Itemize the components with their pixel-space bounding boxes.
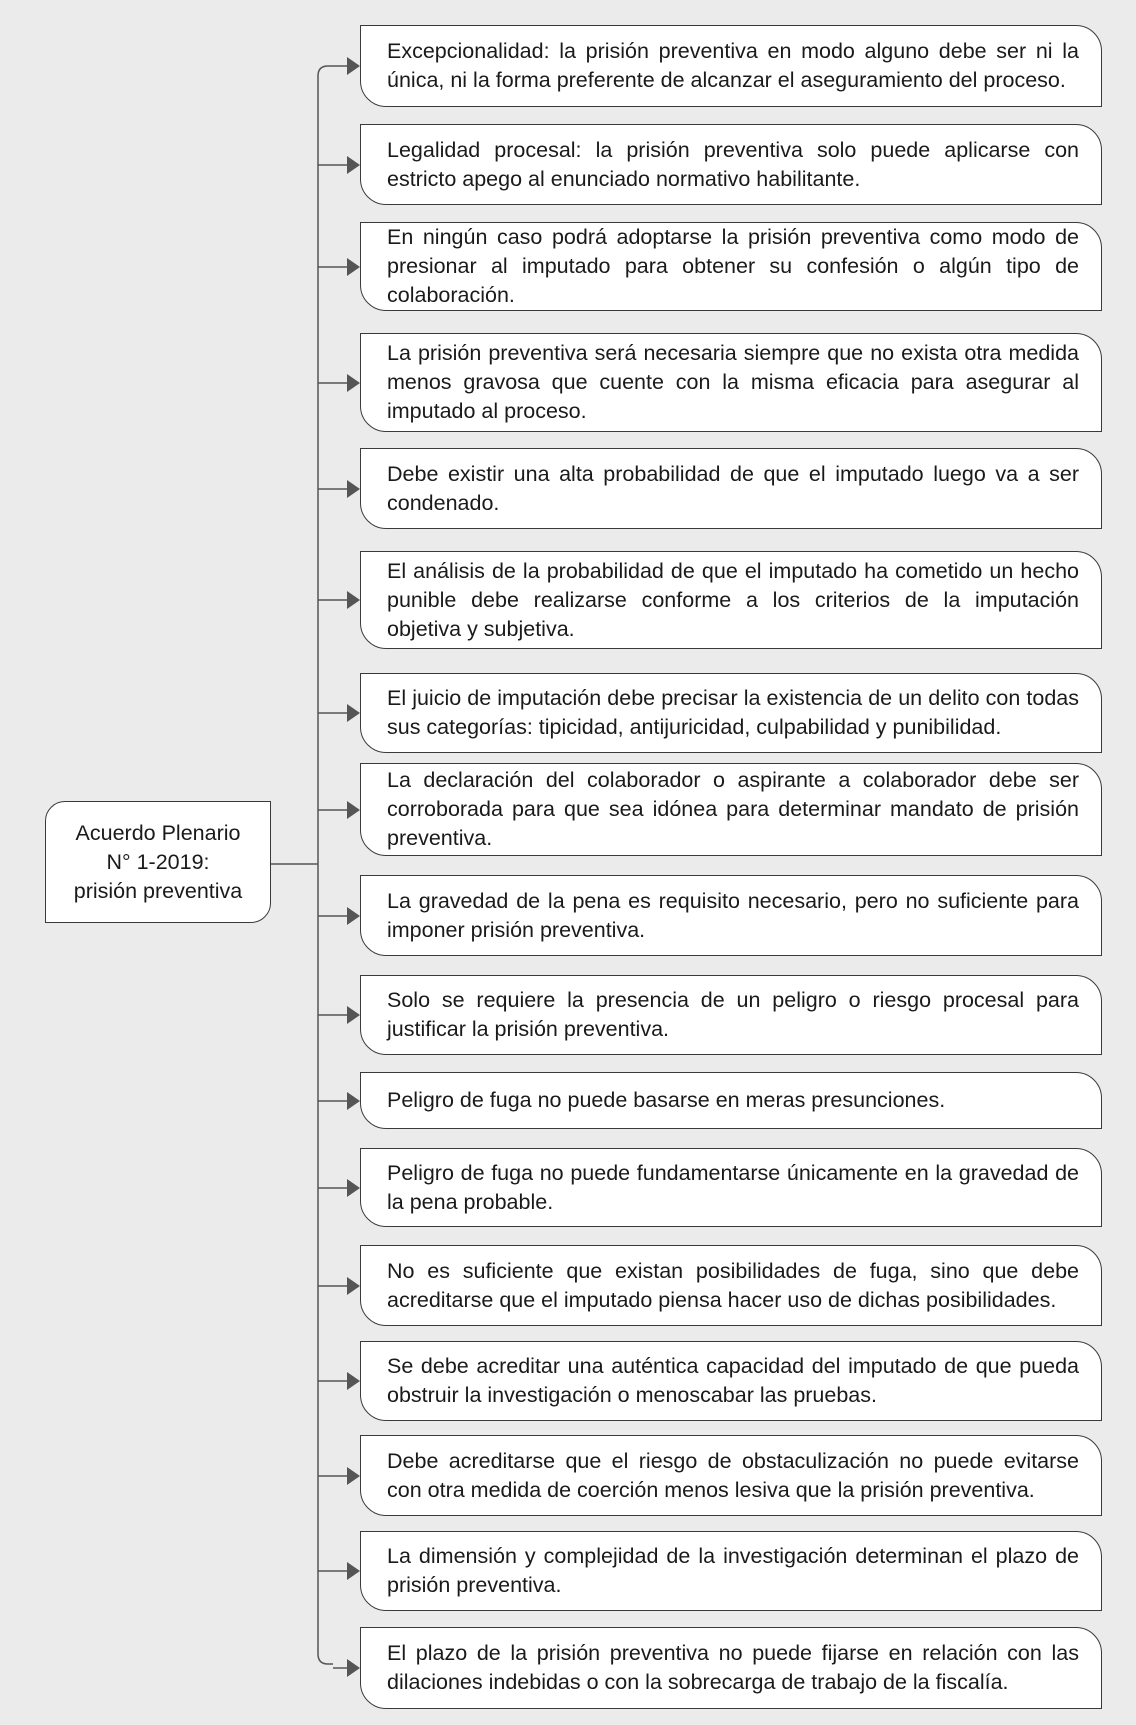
- leaf-node: [360, 25, 1102, 107]
- arrow-icon: [347, 156, 360, 174]
- leaf-text: La declaración del colaborador o aspirante a colaborador debe ser corroborada para que sea idónea para determinar mandato de prisión preventiva.: [387, 768, 1079, 850]
- arrow-icon: [347, 591, 360, 609]
- leaf-node: [360, 222, 1102, 311]
- leaf-text: Debe existir una alta probabilidad de que el imputado luego va a ser condenado.: [387, 461, 1079, 515]
- leaf-node: [360, 1435, 1102, 1516]
- leaf-node: [360, 1245, 1102, 1326]
- leaf-node: [360, 124, 1102, 205]
- arrow-icon: [347, 907, 360, 925]
- leaf-node: [360, 333, 1102, 432]
- arrow-icon: [347, 704, 360, 722]
- leaf-text: La prisión preventiva será necesaria siempre que no exista otra medida menos gravosa que cuente con la misma eficacia para asegurar al imputado al proceso.: [387, 341, 1079, 423]
- leaf-node: [360, 551, 1102, 649]
- arrow-icon: [347, 1006, 360, 1024]
- leaf-text: Debe acreditarse que el riesgo de obstaculización no puede evitarse con otra medida de coerción menos lesiva que la prisión preventiva.: [387, 1448, 1079, 1502]
- leaf-text: Solo se requiere la presencia de un peligro o riesgo procesal para justificar la prisión preventiva.: [387, 988, 1079, 1041]
- leaf-node: [360, 975, 1102, 1055]
- spine-line: [318, 66, 333, 1664]
- leaf-text: Peligro de fuga no puede basarse en meras presunciones.: [387, 1088, 946, 1112]
- arrow-icon: [347, 1277, 360, 1295]
- root-line-3: prisión preventiva: [73, 878, 243, 903]
- leaf-text: Peligro de fuga no puede fundamentarse únicamente en la gravedad de la pena probable.: [387, 1160, 1079, 1214]
- leaf-node: [360, 1072, 1102, 1129]
- leaf-text: La dimensión y complejidad de la investigación determinan el plazo de prisión preventiva.: [387, 1544, 1079, 1597]
- leaf-text: Excepcionalidad: la prisión preventiva en modo alguno debe ser ni la única, ni la forma preferente de alcanzar el aseguramiento del proceso.: [387, 39, 1079, 92]
- leaf-node: [360, 1341, 1102, 1421]
- leaf-node: [360, 1627, 1102, 1709]
- root-line-1: Acuerdo Plenario: [75, 820, 241, 845]
- arrow-icon: [347, 57, 360, 75]
- arrow-icon: [347, 258, 360, 276]
- leaf-text: En ningún caso podrá adoptarse la prisión preventiva como modo de presionar al imputado para obtener su confesión o algún tipo de colaboración.: [387, 225, 1079, 307]
- leaf-text: Legalidad procesal: la prisión preventiva solo puede aplicarse con estricto apego al enunciado normativo habilitante.: [387, 137, 1079, 191]
- arrow-icon: [347, 374, 360, 392]
- leaf-text: La gravedad de la pena es requisito necesario, pero no suficiente para imponer prisión preventiva.: [387, 888, 1079, 942]
- leaf-text: El análisis de la probabilidad de que el imputado ha cometido un hecho punible debe realizarse conforme a los criterios de la imputación objetiva y subjetiva.: [387, 558, 1079, 641]
- leaf-text: No es suficiente que existan posibilidades de fuga, sino que debe acreditarse que el imputado piensa hacer uso de dichas posibilidades.: [387, 1258, 1079, 1312]
- arrow-icon: [347, 480, 360, 498]
- leaf-node: [360, 1148, 1102, 1227]
- root-node: [45, 801, 271, 923]
- arrow-icon: [347, 1467, 360, 1485]
- leaf-node: [360, 448, 1102, 529]
- leaf-node: [360, 763, 1102, 856]
- arrow-icon: [347, 1562, 360, 1580]
- branch-group: [318, 57, 360, 1677]
- leaf-text: El juicio de imputación debe precisar la existencia de un delito con todas sus categorías: tipicidad, antijuricidad, culpabilidad y punibilidad.: [387, 686, 1079, 739]
- root-line-2: N° 1-2019:: [106, 849, 210, 874]
- arrow-icon: [347, 801, 360, 819]
- leaf-node: [360, 673, 1102, 753]
- leaf-text: El plazo de la prisión preventiva no puede fijarse en relación con las dilaciones indebidas o con la sobrecarga de trabajo de la fiscalía.: [387, 1641, 1079, 1694]
- arrow-icon: [347, 1092, 360, 1110]
- leaf-node: [360, 1531, 1102, 1611]
- leaf-text: Se debe acreditar una auténtica capacidad del imputado de que pueda obstruir la investigación o menoscabar las pruebas.: [387, 1354, 1079, 1407]
- arrow-icon: [347, 1179, 360, 1197]
- arrow-icon: [347, 1659, 360, 1677]
- leaf-node: [360, 875, 1102, 956]
- arrow-icon: [347, 1372, 360, 1390]
